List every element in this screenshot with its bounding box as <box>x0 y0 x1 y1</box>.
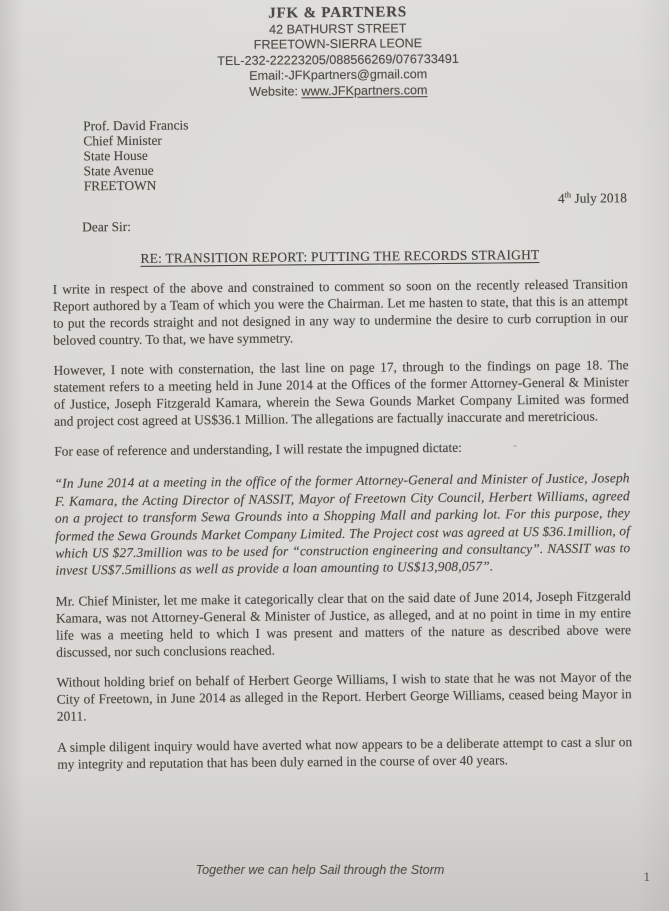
footer-motto: Together we can help Sail through the Storm <box>195 863 445 877</box>
page-number: 1 <box>643 869 650 884</box>
paragraph-allegation: However, I note with consternation, the last line on page 17, through to the findings on page 18. The statement refers to a meeting held in June 2014 at the Offices of the former Attorney-General & Minister of Justice, Joseph Fitzgerald Kamara, wherein the Sewa Gounds Market Company Limited was formed and project cost agreed at US$36.1 Million. The allegations are factually inaccurate and meretricious. <box>53 357 629 429</box>
recipient-title: Chief Minister <box>83 132 162 149</box>
subject-line: RE: TRANSITION REPORT: PUTTING THE RECORDS STRAIGHT <box>140 246 540 266</box>
letterhead <box>50 2 626 102</box>
letterhead-phone: TEL-232-22223205/088566269/076733491 <box>217 51 459 68</box>
recipient-address-line-1: State House <box>83 147 148 164</box>
paragraph-clarification: Mr. Chief Minister, let me make it categorically clear that on the said date of June 2014, Joseph Fitzgerald Kamara, was not Attorney-General & Minister of Justice, as alleged, and at no point in time in my entire life was a meeting held to which I was present and matters of the nature as described above were discussed, nor such conclusions reached. <box>55 588 632 660</box>
scan-speckle <box>513 445 517 447</box>
date-ordinal: th <box>564 189 572 199</box>
date-month-year: July 2018 <box>574 189 627 206</box>
quote-block: “In June 2014 at a meeting in the office of the former Attorney-General and Minister of Justice, Joseph F. Kamara, the Acting Director of NASSIT, Mayor of Freetown City Council, Herbert Williams, agreed on a project to transform Sewa Grounds into a Shopping Mall and parking lot. For this purpose, they formed the Sewa Grounds Market Company Limited. The Project cost was agreed at US $36.1million, of which US $27.3million was to be used for “construction engineering and consultancy”. NASSIT was to invest US$7.5millions as well as provide a loan amounting to US$13,908,057”. <box>54 470 631 579</box>
paragraph-intro: I write in respect of the above and constrained to comment so soon on the recently released Transition Report authored by a Team of which you were the Chairman. Let me hasten to state, that this is an attempt to put the records straight and not designed in any way to undermine the desire to curb corruption in our beloved country. To that, we have symmetry. <box>52 275 629 348</box>
date-day: 4 <box>557 190 565 206</box>
scan-speckle <box>437 421 440 424</box>
recipient-name: Prof. David Francis <box>83 117 189 134</box>
paragraph-conclusion: A simple diligent inquiry would have averted what now appears to be a deliberate attempt to cast a slur on my integrity and reputation that has been duly earned in the course of over 40 years. <box>57 733 633 772</box>
website-link: www.JFKpartners.com <box>301 82 428 98</box>
recipient-city: FREETOWN <box>83 177 157 194</box>
recipient-block <box>83 114 627 194</box>
company-name: JFK & PARTNERS <box>268 4 408 22</box>
letter-body <box>53 275 633 773</box>
website-label: Website: <box>249 83 299 99</box>
letterhead-address-line-2: FREETOWN-SIERRA LEONE <box>253 36 423 53</box>
paragraph-reference: For ease of reference and understanding, I will restate the impugned dictate: <box>54 440 462 460</box>
letterhead-email: Email:-JFKpartners@gmail.com <box>249 67 428 84</box>
letterhead-address-line-1: 42 BATHURST STREET <box>269 21 407 37</box>
paragraph-mayor: Without holding brief on behalf of Herbert George Williams, I wish to state that he was not Mayor of the City of Freetown, in June 2014 as alleged in the Report. Herbert George Williams, ceased being Mayor in 2011. <box>56 669 632 725</box>
recipient-address-line-2: State Avenue <box>83 162 154 179</box>
salutation: Dear Sir: <box>82 218 131 234</box>
